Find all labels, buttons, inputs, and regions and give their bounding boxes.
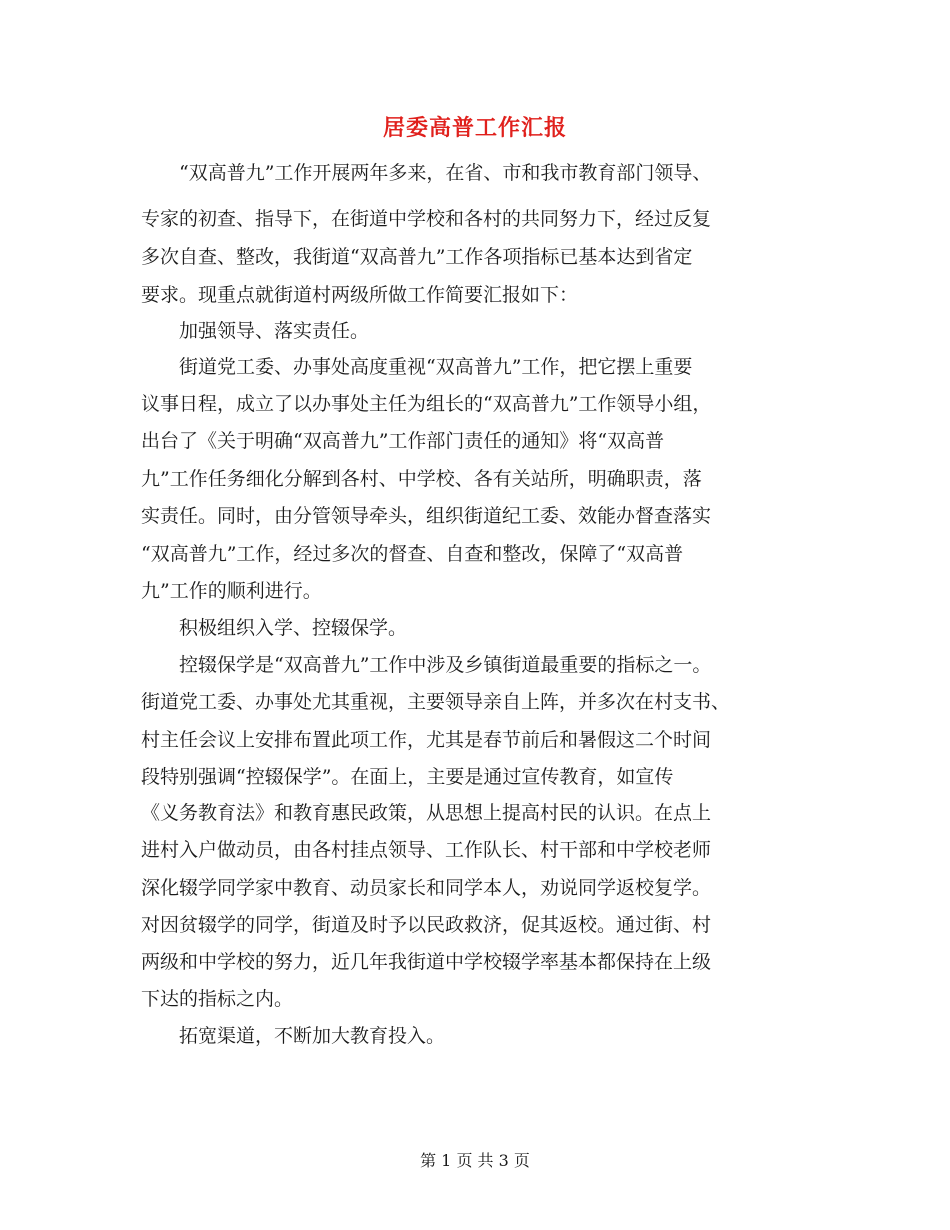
document-title: 居委高普工作汇报 <box>382 115 567 141</box>
body-line: 多次自查、整改，我街道“双高普九”工作各项指标已基本达到省定 <box>141 246 693 268</box>
body-line: 段特别强调“控辍保学”。在面上，主要是通过宣传教育，如宣传 <box>141 766 674 788</box>
body-line: 村主任会议上安排布置此项工作，尤其是春节前后和暑假这二个时间 <box>141 729 712 751</box>
body-line: 进村入户做动员，由各村挂点领导、工作队长、村干部和中学校老师 <box>141 839 712 861</box>
section-heading: 加强领导、落实责任。 <box>141 320 370 342</box>
page-number-footer: 第 1 页 共 3 页 <box>420 1151 530 1170</box>
body-line: 下达的指标之内。 <box>141 988 294 1010</box>
body-line: “双高普九”工作，经过多次的督查、自查和整改，保障了“双高普 <box>141 543 684 565</box>
body-line: 《义务教育法》和教育惠民政策，从思想上提高村民的认识。在点上 <box>141 802 712 824</box>
body-line: 议事日程，成立了以办事处主任为组长的“双高普九”工作领导小组， <box>141 393 712 415</box>
body-line: 九”工作的顺利进行。 <box>141 580 322 602</box>
body-line: 专家的初查、指导下，在街道中学校和各村的共同努力下，经过反复 <box>141 208 712 230</box>
body-line: 控辍保学是“双高普九”工作中涉及乡镇街道最重要的指标之一。 <box>141 654 712 676</box>
section-heading: 拓宽渠道，不断加大教育投入。 <box>141 1025 446 1047</box>
body-line: 对因贫辍学的同学，街道及时予以民政救济，促其返校。通过街、村 <box>141 914 712 936</box>
body-line: 街道党工委、办事处尤其重视，主要领导亲自上阵，并多次在村支书、 <box>141 691 731 713</box>
body-line: 深化辍学同学家中教育、动员家长和同学本人，劝说同学返校复学。 <box>141 877 712 899</box>
body-line: 九”工作任务细化分解到各村、中学校、各有关站所，明确职责，落 <box>141 468 702 490</box>
body-line: 实责任。同时，由分管领导牵头，组织街道纪工委、效能办督查落实 <box>141 505 712 527</box>
body-line: 出台了《关于明确“双高普九”工作部门责任的通知》将“双高普 <box>141 430 665 452</box>
body-line: 街道党工委、办事处高度重视“双高普九”工作，把它摆上重要 <box>141 356 693 378</box>
section-heading: 积极组织入学、控辍保学。 <box>141 617 408 639</box>
body-line: “双高普九”工作开展两年多来，在省、市和我市教育部门领导、 <box>141 162 712 184</box>
body-line: 两级和中学校的努力，近几年我街道中学校辍学率基本都保持在上级 <box>141 951 712 973</box>
body-line: 要求。现重点就街道村两级所做工作简要汇报如下： <box>141 284 579 306</box>
